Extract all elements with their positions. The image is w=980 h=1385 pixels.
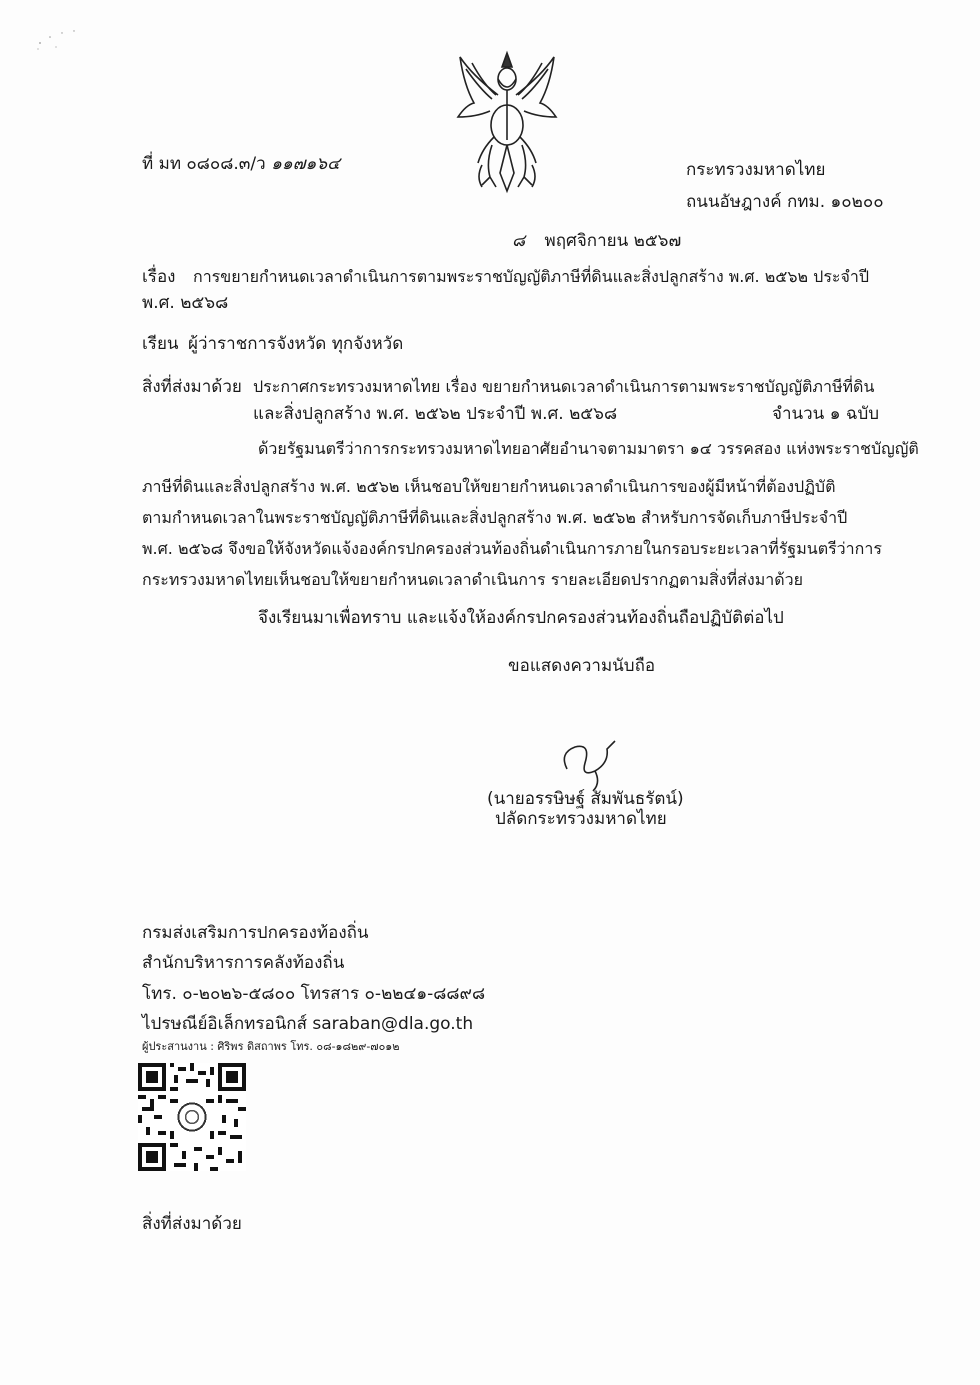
bottom-enclosure-note: สิ่งที่ส่งมาด้วย: [142, 1214, 242, 1234]
enclosure-label: สิ่งที่ส่งมาด้วย: [142, 377, 242, 397]
reference-prefix: ที่ มท ๐๘๐๘.๓/ว: [142, 154, 272, 174]
subject-line-2: พ.ศ. ๒๕๖๘: [142, 293, 229, 313]
body-p1-line-3: ตามกำหนดเวลาในพระราชบัญญัติภาษีที่ดินและสิ่งปลูกสร้าง พ.ศ. ๒๕๖๒ สำหรับการจัดเก็บภาษีประจำปี: [142, 508, 848, 527]
date-month-year: พฤศจิกายน ๒๕๖๗: [544, 231, 682, 251]
body-p1-line-2: ภาษีที่ดินและสิ่งปลูกสร้าง พ.ศ. ๒๕๖๒ เห็นชอบให้ขยายกำหนดเวลาดำเนินการของผู้มีหน้าที่ต้องปฏิบัติ: [142, 477, 836, 496]
enclosure-line-1: ประกาศกระทรวงมหาดไทย เรื่อง ขยายกำหนดเวลาดำเนินการตามพระราชบัญญัติภาษีที่ดิน: [253, 377, 875, 396]
footer-department: กรมส่งเสริมการปกครองท้องถิ่น: [142, 923, 369, 943]
footer-phone: โทร. ๐-๒๐๒๖-๕๘๐๐ โทรสาร ๐-๒๒๔๑-๘๘๙๘: [142, 984, 486, 1004]
document-reference: [142, 153, 340, 175]
subject-label: เรื่อง: [142, 267, 176, 287]
body-p1-line-1: ด้วยรัฐมนตรีว่าการกระทรวงมหาดไทยอาศัยอำนาจตามมาตรา ๑๔ วรรคสอง แห่งพระราชบัญญัติ: [258, 439, 919, 458]
signatory-name: (นายอรรษิษฐ์ สัมพันธรัตน์): [487, 789, 684, 809]
scan-specks: [30, 25, 90, 55]
date-day: ๘: [512, 231, 526, 251]
qr-code-icon: [138, 1063, 246, 1171]
body-p2: จึงเรียนมาเพื่อทราบ และแจ้งให้องค์กรปกครองส่วนท้องถิ่นถือปฏิบัติต่อไป: [258, 608, 784, 628]
garuda-emblem-icon: [452, 45, 562, 195]
sender-address: ถนนอัษฎางค์ กทม. ๑๐๒๐๐: [686, 192, 884, 212]
recipient-label: เรียน: [142, 334, 179, 354]
letter-date: [512, 230, 681, 252]
signature-icon: [555, 735, 635, 795]
subject-line-1: การขยายกำหนดเวลาดำเนินการตามพระราชบัญญัติภาษีที่ดินและสิ่งปลูกสร้าง พ.ศ. ๒๕๖๒ ประจำปี: [193, 267, 870, 286]
enclosure-count: จำนวน ๑ ฉบับ: [772, 404, 880, 424]
recipient-text: ผู้ว่าราชการจังหวัด ทุกจังหวัด: [188, 334, 404, 354]
body-p1-line-4: พ.ศ. ๒๕๖๘ จึงขอให้จังหวัดแจ้งองค์กรปกครองส่วนท้องถิ่นดำเนินการภายในกรอบระยะเวลาที่รัฐมนตรีว่าการ: [142, 539, 882, 558]
footer-email: ไปรษณีย์อิเล็กทรอนิกส์ saraban@dla.go.th: [142, 1014, 474, 1034]
signatory-position: ปลัดกระทรวงมหาดไทย: [495, 809, 667, 829]
enclosure-line-2: และสิ่งปลูกสร้าง พ.ศ. ๒๕๖๒ ประจำปี พ.ศ. ๒๕๖๘: [253, 404, 618, 424]
closing-text: ขอแสดงความนับถือ: [508, 656, 656, 676]
reference-number: ๑๑๗๑๖๔: [271, 154, 340, 174]
footer-coordinator: ผู้ประสานงาน : ศิริพร ดิสถาพร โทร. ๐๘-๑๘๒๙-๗๐๑๒: [142, 1040, 400, 1053]
body-p1-line-5: กระทรวงมหาดไทยเห็นชอบให้ขยายกำหนดเวลาดำเนินการ รายละเอียดปรากฏตามสิ่งที่ส่งมาด้วย: [142, 570, 803, 589]
footer-office: สำนักบริหารการคลังท้องถิ่น: [142, 953, 345, 973]
sender-ministry: กระทรวงมหาดไทย: [686, 160, 826, 180]
